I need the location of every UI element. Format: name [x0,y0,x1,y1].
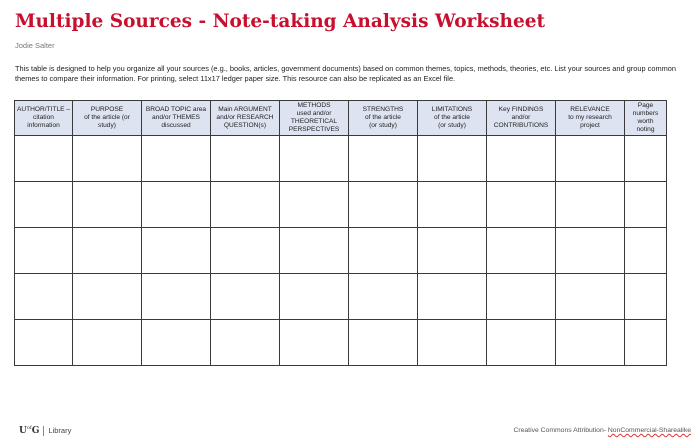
column-header-line: and/or RESEARCH [216,113,274,121]
table-row [15,182,667,228]
table-row [15,320,667,366]
column-header-line: citation [33,113,54,121]
column-header-line: Key FINDINGS [498,105,544,113]
logo-text: Library [48,426,72,435]
table-cell[interactable] [15,182,73,228]
table-cell[interactable] [73,228,142,274]
column-header-line: BROAD TOPIC area [145,105,207,113]
table-cell[interactable] [349,228,418,274]
table-cell[interactable] [418,228,487,274]
column-header-line: LIMITATIONS [431,105,473,113]
table-header-row [15,101,667,136]
table-cell[interactable] [211,274,280,320]
column-header-line: discussed [161,122,191,130]
column-header [280,101,349,136]
page-title: Multiple Sources - Note-taking Analysis Worksheet [15,11,546,32]
column-header-line: (or study) [369,122,397,130]
table-cell[interactable] [556,228,625,274]
table-cell[interactable] [280,136,349,182]
table-cell[interactable] [625,320,667,366]
table-cell[interactable] [349,136,418,182]
column-header [418,101,487,136]
column-header-line: of the article [365,113,401,121]
column-header [142,101,211,136]
column-header-line: to my research [568,113,612,121]
column-header-line: Main ARGUMENT [218,105,272,113]
column-header [556,101,625,136]
table-cell[interactable] [73,320,142,366]
table-cell[interactable] [142,136,211,182]
column-header-line: RELEVANCE [570,105,610,113]
table-cell[interactable] [349,274,418,320]
table-row [15,274,667,320]
column-header-line: STRENGTHS [362,105,404,113]
table-cell[interactable] [349,182,418,228]
column-header-line: study) [98,122,116,130]
table-cell[interactable] [556,182,625,228]
column-header [625,101,667,136]
column-header-line: of the article [434,113,470,121]
table-cell[interactable] [15,136,73,182]
intro-paragraph: This table is designed to help you organize all your sources (e.g., books, articles, government documents) based on common themes, topics, methods, theories, etc. List your sources and group common themes to compare their information. For printing, select 11x17 ledger paper size. This resource can also be replicated as an Excel file. [15,64,676,83]
column-header-line: and/or [511,113,531,121]
license-text: Creative Commons Attribution- NonCommercial-Sharealike [513,427,691,434]
column-header-line: worth [637,118,654,125]
table-cell[interactable] [73,182,142,228]
table-cell[interactable] [349,320,418,366]
table-cell[interactable] [625,136,667,182]
table-cell[interactable] [211,228,280,274]
table-cell[interactable] [625,274,667,320]
column-header-line: project [580,122,600,130]
table-cell[interactable] [280,228,349,274]
table-cell[interactable] [15,274,73,320]
table-cell[interactable] [15,228,73,274]
table-cell[interactable] [556,136,625,182]
table-cell[interactable] [142,320,211,366]
table-cell[interactable] [487,136,556,182]
table-cell[interactable] [142,274,211,320]
table-cell[interactable] [487,320,556,366]
table-cell[interactable] [625,228,667,274]
column-header [487,101,556,136]
table-cell[interactable] [15,320,73,366]
column-header [211,101,280,136]
table-cell[interactable] [487,182,556,228]
table-cell[interactable] [418,274,487,320]
analysis-table [14,100,667,366]
table-cell[interactable] [556,274,625,320]
table-cell[interactable] [418,182,487,228]
table-cell[interactable] [418,136,487,182]
column-header-line: information [27,122,60,130]
column-header-line: (or study) [438,122,466,130]
column-header-line: noting [636,126,655,134]
column-header-line: METHODS [297,101,331,109]
table-cell[interactable] [73,136,142,182]
table-cell[interactable] [487,274,556,320]
table-cell[interactable] [73,274,142,320]
library-logo [19,425,71,436]
table-cell[interactable] [280,320,349,366]
column-header [15,101,73,136]
table-body [15,136,667,366]
column-header-line: PERSPECTIVES [288,126,340,134]
table-cell[interactable] [142,228,211,274]
table-cell[interactable] [556,320,625,366]
table-cell[interactable] [142,182,211,228]
column-header [349,101,418,136]
uofg-logo-mark: $U^{of}G$ [19,425,40,436]
table-cell[interactable] [487,228,556,274]
table-cell[interactable] [211,182,280,228]
column-header-line: PURPOSE [90,105,124,113]
column-header-line: of the article (or [84,113,130,121]
column-header-line: CONTRIBUTIONS [493,122,549,130]
column-header-line: numbers [632,109,659,117]
column-header-line: AUTHOR/TITLE – [16,105,71,113]
column-header-line: QUESTION(s) [223,122,267,130]
table-cell[interactable] [211,320,280,366]
table-row [15,136,667,182]
column-header-line: used and/or [296,109,332,117]
column-header-line: THEORETICAL [290,118,338,125]
table-cell[interactable] [211,136,280,182]
table-cell[interactable] [280,182,349,228]
author-name: Jodie Salter [15,41,55,50]
table-cell[interactable] [418,320,487,366]
column-header-line: and/or THEMES [152,113,200,121]
table-row [15,228,667,274]
logo-divider [43,426,44,436]
table-cell[interactable] [280,274,349,320]
column-header [73,101,142,136]
column-header-line: Page [637,101,654,109]
table-cell[interactable] [625,182,667,228]
